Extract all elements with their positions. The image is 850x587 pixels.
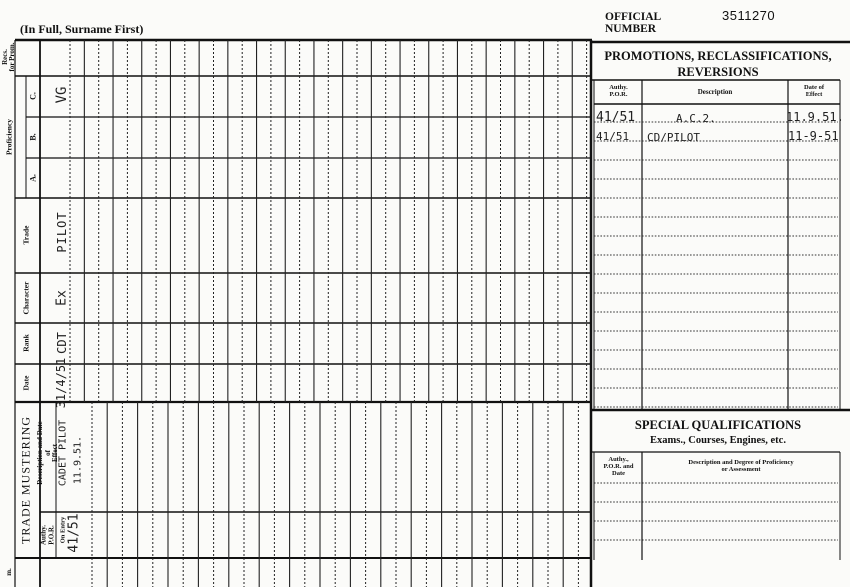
entry-mustering-authy: 41/51	[66, 513, 82, 553]
row-label-proficiency: Proficiency	[4, 118, 14, 156]
row-label-character: Character	[21, 281, 31, 315]
entry-date: 31/4/51	[54, 357, 68, 409]
row-label-on-entry: On Entry	[59, 516, 67, 544]
row-label-authy-por: Authy. P.O.R.	[39, 524, 55, 546]
promotion-row-1-authy: 41/51	[596, 110, 636, 125]
special-qualifications-subtitle: Exams., Courses, Engines, etc.	[650, 435, 786, 446]
promotions-heading	[596, 48, 840, 80]
row-label-trade: Trade	[21, 225, 31, 245]
promotion-row-1-description: A.C.2.	[676, 112, 716, 125]
row-label-a: A.	[28, 174, 38, 182]
entry-character: Ex	[54, 290, 70, 306]
official-label-line-2: NUMBER	[605, 23, 657, 35]
promotions-col-authy: Authy. P.O.R.	[609, 84, 628, 98]
promotion-row-2-description: CD/PILOT	[647, 131, 700, 144]
row-label-recs-prom: Recs. for Prom.	[1, 42, 16, 72]
official-number-label	[605, 11, 661, 35]
row-label-trade-mustering: TRADE MUSTERING	[18, 416, 33, 544]
special-qualifications-title: SPECIAL QUALIFICATIONS	[634, 418, 802, 432]
row-label-description-date: Description and Date of Effect	[35, 421, 59, 485]
row-label-rank: Rank	[21, 334, 31, 352]
name-caption: (In Full, Surname First)	[20, 22, 144, 36]
promotion-row-2-date: 11-9-51	[788, 129, 839, 143]
promotions-col-description: Description	[697, 88, 733, 96]
entry-trade: PILOT	[55, 211, 69, 253]
official-number-value: 3511270	[722, 8, 776, 23]
promotions-title-line-2: REVERSIONS	[677, 65, 759, 79]
official-label-line-1: OFFICIAL	[605, 11, 662, 23]
entry-mustering-date: 11.9.51.	[72, 435, 84, 485]
promotion-row-2-authy: 41/51	[596, 130, 630, 143]
promotions-col-date: Date of Effect	[803, 84, 825, 98]
row-label-date: Date	[21, 375, 31, 391]
special-col-description: Description and Degree of Proficiency or Assessment	[688, 459, 794, 473]
row-label-b: B.	[28, 133, 38, 141]
entry-rank: CDT	[55, 332, 69, 354]
entry-mustering-description: CADET PILOT	[57, 419, 69, 487]
row-label-bottom: m.	[5, 568, 13, 576]
promotion-row-1-date: 11.9.51.	[786, 110, 844, 124]
entry-proficiency-c: VG	[54, 86, 70, 104]
promotions-title-line-1: PROMOTIONS, RECLASSIFICATIONS,	[604, 49, 832, 63]
special-col-authy: Authy., P.O.R. and Date	[603, 456, 634, 477]
row-label-c: C.	[28, 92, 38, 100]
